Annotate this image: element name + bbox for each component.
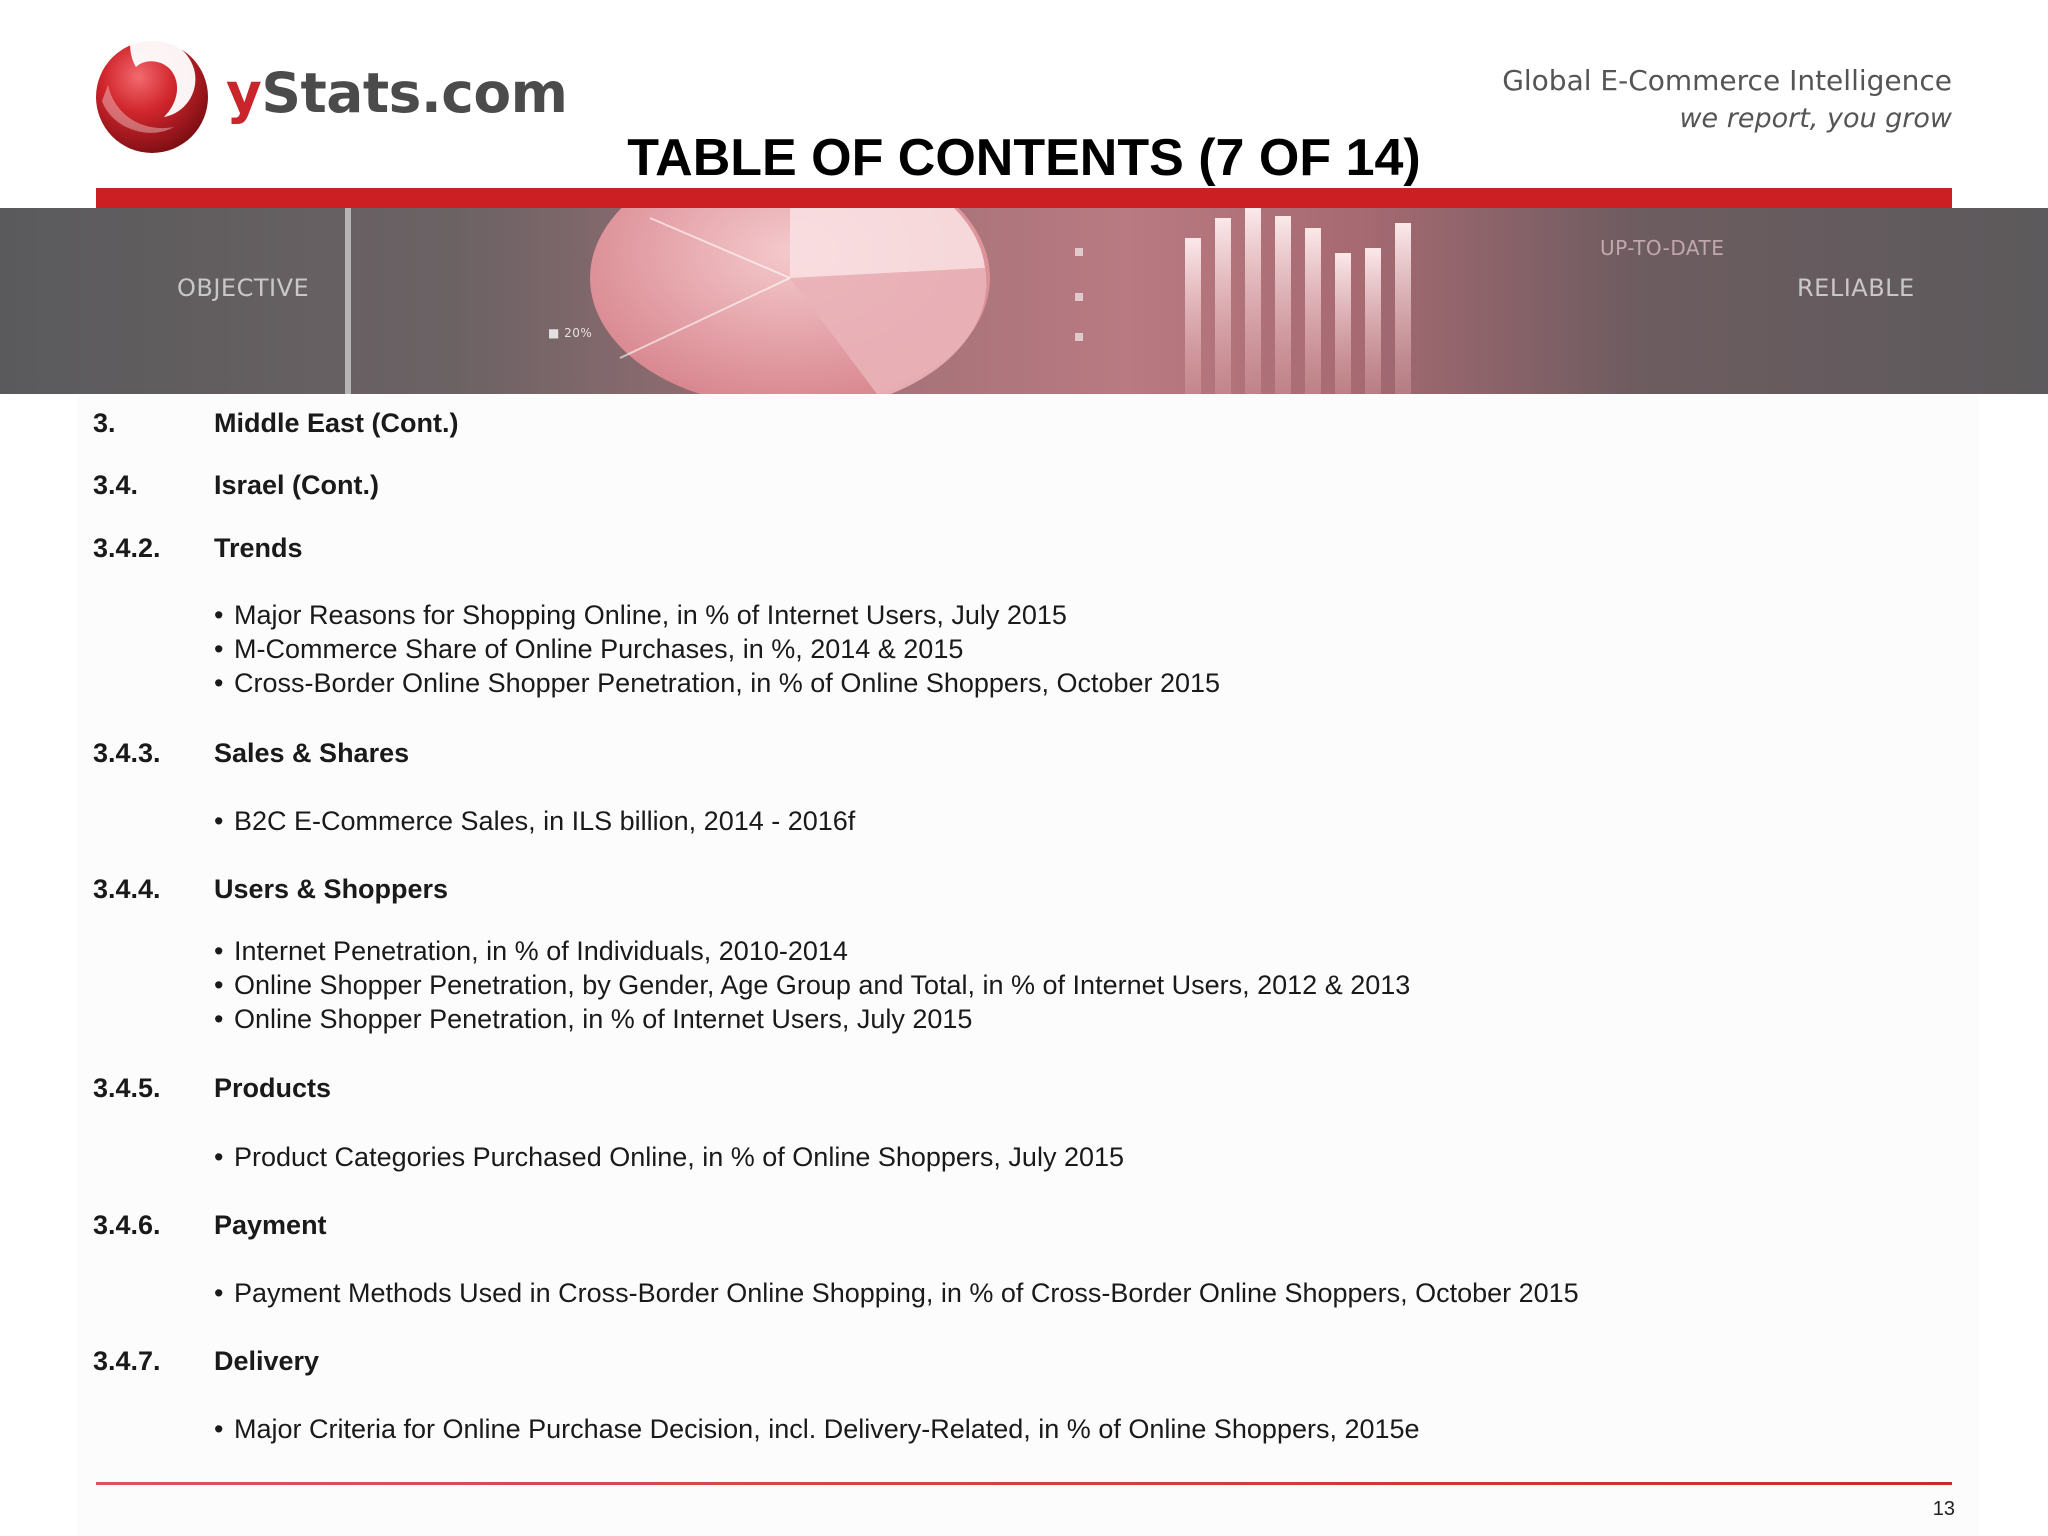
toc-item-text: Payment Methods Used in Cross-Border Online Shopping, in % of Cross-Border Online Shoppers, October 2015 <box>234 1278 1579 1308</box>
bullet-icon: • <box>214 634 224 664</box>
toc-list-item[interactable] <box>214 1142 1124 1173</box>
toc-list-item[interactable] <box>214 1004 972 1035</box>
toc-item-text: Online Shopper Penetration, in % of Internet Users, July 2015 <box>234 1004 973 1034</box>
page-number: 13 <box>1932 1498 1955 1520</box>
banner-word-reliable: RELIABLE <box>1797 274 1915 302</box>
toc-number: 3.4.5. <box>93 1073 161 1103</box>
toc-number: 3.4.6. <box>93 1210 161 1240</box>
toc-heading[interactable]: Middle East (Cont.) <box>214 408 459 438</box>
banner-word-objective: OBJECTIVE <box>177 274 310 302</box>
bullet-icon: • <box>214 970 224 1000</box>
header-red-bar <box>96 188 1952 208</box>
toc-number: 3.4. <box>93 470 139 500</box>
toc-number: 3.4.4. <box>93 874 161 904</box>
bullet-icon: • <box>214 1278 224 1308</box>
toc-item-text: M-Commerce Share of Online Purchases, in %, 2014 & 2015 <box>234 634 964 664</box>
toc-item-text: Major Criteria for Online Purchase Decision, incl. Delivery-Related, in % of Online Shoppers, 2015e <box>234 1414 1420 1444</box>
toc-item-text: B2C E-Commerce Sales, in ILS billion, 2014 - 2016f <box>234 806 856 836</box>
toc-list-item[interactable] <box>214 970 1410 1001</box>
toc-number: 3. <box>93 408 116 438</box>
banner-divider <box>345 208 351 394</box>
toc-heading[interactable]: Sales & Shares <box>214 738 410 768</box>
banner-bar-chart <box>1185 208 1411 394</box>
toc-item-text: Major Reasons for Shopping Online, in % of Internet Users, July 2015 <box>234 600 1067 630</box>
toc-list-item[interactable] <box>214 634 963 665</box>
bullet-icon: • <box>214 1414 224 1444</box>
toc-heading[interactable]: Products <box>214 1073 332 1103</box>
tagline <box>1502 64 1952 134</box>
toc-number: 3.4.7. <box>93 1346 161 1376</box>
bullet-icon: • <box>214 600 224 630</box>
logo-wordmark-y: y <box>226 61 262 125</box>
page-title: TABLE OF CONTENTS (7 OF 14) <box>627 129 1421 187</box>
toc-heading[interactable]: Payment <box>214 1210 327 1240</box>
toc-item-text: Product Categories Purchased Online, in % of Online Shoppers, July 2015 <box>234 1142 1125 1172</box>
toc-item-text: Online Shopper Penetration, by Gender, Age Group and Total, in % of Internet Users, 2012 & 2013 <box>234 970 1411 1000</box>
banner-pct-label: ■ 20% <box>548 326 593 340</box>
bullet-icon: • <box>214 1004 224 1034</box>
toc-heading[interactable]: Israel (Cont.) <box>214 470 380 500</box>
toc-list-item[interactable] <box>214 1414 1420 1445</box>
footer-divider <box>96 1482 1952 1485</box>
toc-item-text: Internet Penetration, in % of Individuals, 2010-2014 <box>234 936 848 966</box>
toc-heading[interactable]: Trends <box>214 533 303 563</box>
toc-list-item[interactable] <box>214 806 855 837</box>
bullet-icon: • <box>214 806 224 836</box>
logo-wordmark <box>226 61 568 125</box>
bullet-icon: • <box>214 1142 224 1172</box>
tagline-sub: we report, you grow <box>1679 103 1952 134</box>
toc-item-text: Cross-Border Online Shopper Penetration, in % of Online Shoppers, October 2015 <box>234 668 1221 698</box>
toc-number: 3.4.2. <box>93 533 161 563</box>
bullet-icon: • <box>214 668 224 698</box>
tagline-main: Global E-Commerce Intelligence <box>1502 64 1952 97</box>
logo-wordmark-rest: Stats.com <box>261 61 568 125</box>
header-banner-image <box>0 208 2048 394</box>
toc-list-item[interactable] <box>214 936 848 967</box>
toc-number: 3.4.3. <box>93 738 161 768</box>
bullet-icon: • <box>214 936 224 966</box>
toc-heading[interactable]: Delivery <box>214 1346 320 1376</box>
banner-word-up-to-date: UP-TO-DATE <box>1600 236 1725 260</box>
toc-list-item[interactable] <box>214 668 1220 699</box>
toc-list-item[interactable] <box>214 1278 1579 1309</box>
toc-list-item[interactable] <box>214 600 1067 631</box>
toc-heading[interactable]: Users & Shoppers <box>214 874 449 904</box>
